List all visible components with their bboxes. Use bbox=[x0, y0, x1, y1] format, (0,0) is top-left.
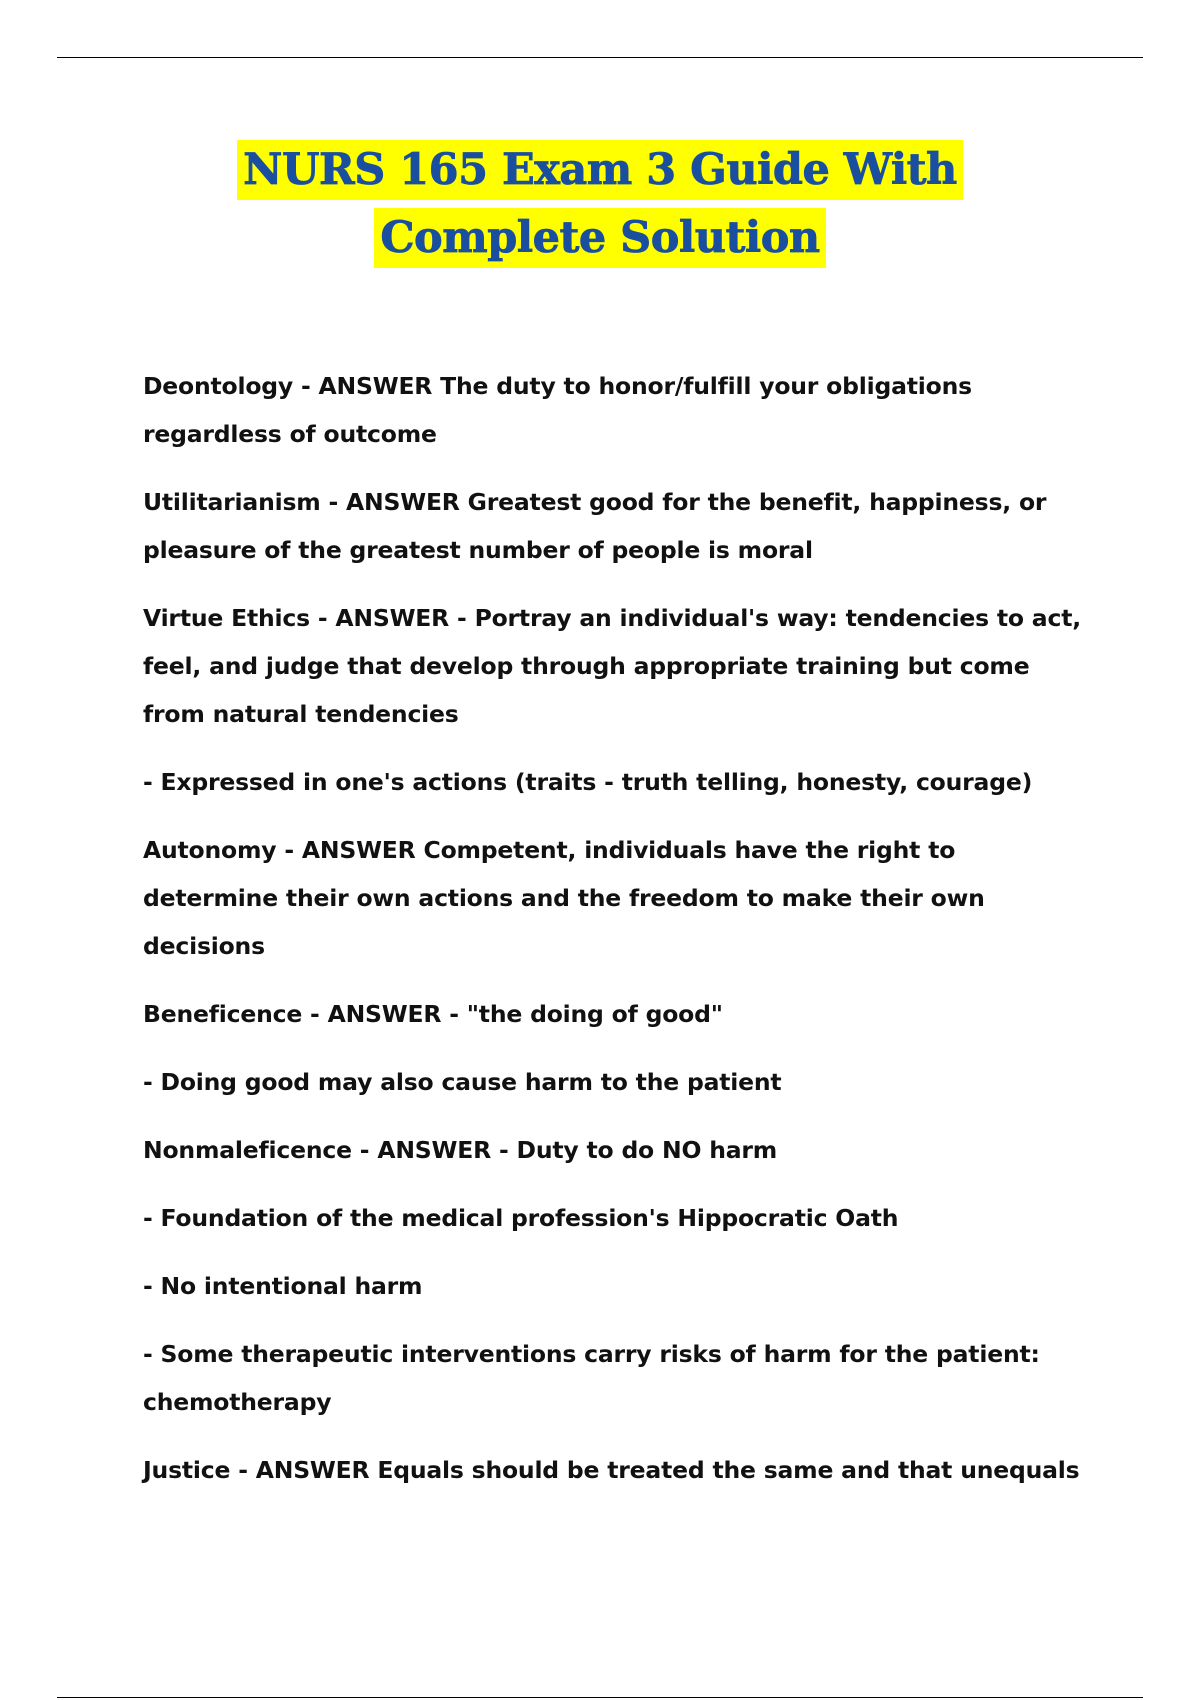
header-rule bbox=[57, 57, 1143, 58]
paragraph-nonmaleficence-detail-1: - Foundation of the medical profession's Hippocratic Oath bbox=[143, 1204, 899, 1232]
title-line-1: NURS 165 Exam 3 Guide With bbox=[237, 140, 963, 200]
paragraph-virtue-ethics-detail: - Expressed in one's actions (traits - truth telling, honesty, courage) bbox=[143, 768, 1033, 796]
paragraph-nonmaleficence: Nonmaleficence - ANSWER - Duty to do NO harm bbox=[143, 1136, 778, 1164]
document-title bbox=[0, 140, 1200, 268]
paragraph-justice: Justice - ANSWER Equals should be treated the same and that unequals bbox=[143, 1456, 1080, 1484]
paragraph-nonmaleficence-detail-3: - Some therapeutic interventions carry risks of harm for the patient: chemotherapy bbox=[143, 1340, 1040, 1416]
paragraph-virtue-ethics: Virtue Ethics - ANSWER - Portray an individual's way: tendencies to act, feel, and judge that develop through appropriate training but come from natural tendencies bbox=[143, 604, 1081, 728]
paragraph-deontology: Deontology - ANSWER The duty to honor/fulfill your obligations regardless of outcome bbox=[143, 372, 972, 448]
paragraph-beneficence: Beneficence - ANSWER - "the doing of good" bbox=[143, 1000, 723, 1028]
paragraph-autonomy: Autonomy - ANSWER Competent, individuals have the right to determine their own actions and the freedom to make their own decisions bbox=[143, 836, 985, 960]
footer-rule bbox=[57, 1697, 1143, 1698]
title-line-2: Complete Solution bbox=[374, 208, 825, 268]
paragraph-utilitarianism: Utilitarianism - ANSWER Greatest good for the benefit, happiness, or pleasure of the greatest number of people is moral bbox=[143, 488, 1047, 564]
paragraph-nonmaleficence-detail-2: - No intentional harm bbox=[143, 1272, 423, 1300]
document-body bbox=[143, 362, 1083, 1514]
paragraph-beneficence-detail: - Doing good may also cause harm to the patient bbox=[143, 1068, 782, 1096]
